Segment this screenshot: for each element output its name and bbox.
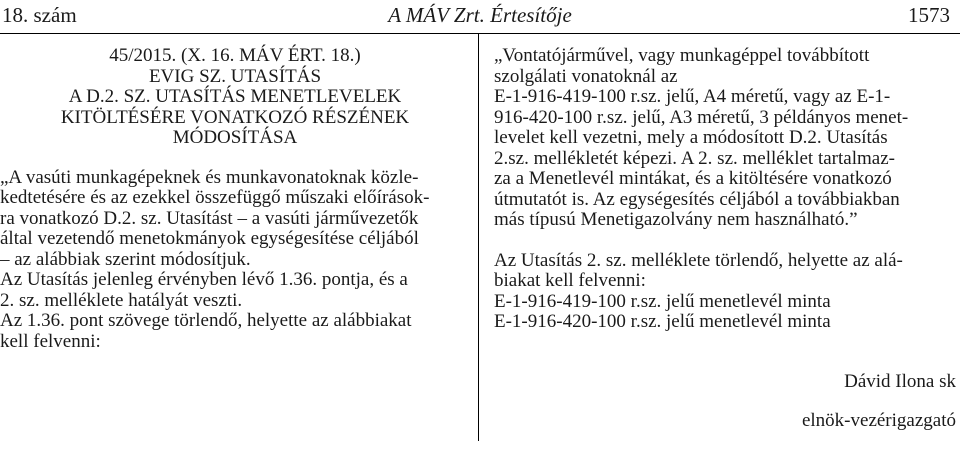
- quote-line: útmutatót is. Az egységesítés céljából a továbbiakban: [494, 188, 900, 210]
- title-line: KITÖLTÉSÉRE VONATKOZÓ RÉSZÉNEK: [60, 106, 410, 128]
- quote-line: 2.sz. mellékletét képezi. A 2. sz. melléklet tartalmaz-: [494, 147, 895, 169]
- paragraph-spacer: [494, 231, 956, 251]
- title-line: A D.2. SZ. UTASÍTÁS MENETLEVELEK: [68, 86, 402, 107]
- body-line: ra vonatkozó D.2. sz. Utasítást – a vasúti járművezetők: [0, 207, 419, 229]
- issue-number: 18. szám: [2, 3, 77, 27]
- body-line: E-1-916-420-100 r.sz. jelű menetlevél minta: [494, 311, 831, 332]
- paragraph-spacer: [494, 333, 956, 353]
- page-number: 1573: [908, 3, 950, 27]
- header-rule: [0, 33, 960, 34]
- body-line: Az 1.36. pont szövege törlendő, helyette az alábbiakat: [0, 310, 412, 331]
- body-line: E-1-916-419-100 r.sz. jelű menetlevél minta: [494, 290, 831, 312]
- body-line: Az Utasítás jelenleg érvényben lévő 1.36. pontja, és a: [0, 269, 408, 290]
- body-line: által vezetendő menetokmányok egységesítése céljából: [0, 228, 419, 249]
- quote-line: más típusú Menetigazolvány nem használható.”: [494, 209, 858, 230]
- signature-title: elnök-vezérigazgató: [801, 410, 956, 431]
- quote-line: za a Menetlevél mintákat, és a kitöltésére vonatkozó: [494, 168, 892, 189]
- signature-name: Dávid Ilona sk: [844, 370, 956, 392]
- publication-title: A MÁV Zrt. Értesítője: [388, 3, 572, 27]
- quote-line: „Vontatójárművel, vagy munkagéppel továbbított: [494, 45, 870, 66]
- body-line: kedtetésére és az ezekkel összefüggő műszaki előírások-: [0, 187, 430, 208]
- title-line: EVIG SZ. UTASÍTÁS: [148, 65, 322, 87]
- quote-line: levelet kell vezetni, mely a módosított D.2. Utasítás: [494, 127, 888, 148]
- body-line: – az alábbiak szerint módosítjuk.: [0, 248, 251, 270]
- body-line: Az Utasítás 2. sz. melléklete törlendő, helyette az alá-: [494, 249, 903, 271]
- left-column: [0, 46, 470, 352]
- body-line: „A vasúti munkagépeknek és munkavonatoknak közle-: [0, 166, 419, 188]
- body-line: kell felvenni:: [0, 330, 101, 352]
- body-line: 2. sz. melléklete hatályát veszti.: [0, 289, 243, 311]
- quote-line: szolgálati vonatoknál az: [494, 65, 678, 87]
- title-line: 45/2015. (X. 16. MÁV ÉRT. 18.): [109, 45, 361, 66]
- quote-line: 916-420-100 r.sz. jelű, A3 méretű, 3 példányos menet-: [494, 106, 909, 128]
- right-column: [494, 46, 956, 451]
- quote-line: E-1-916-419-100 r.sz. jelű, A4 méretű, vagy az E-1-: [494, 86, 891, 107]
- page-header: [0, 0, 960, 34]
- title-line: MÓDOSÍTÁSA: [172, 127, 298, 148]
- document-title: [0, 46, 470, 149]
- body-line: biakat kell felvenni:: [494, 270, 646, 291]
- column-divider: [478, 34, 479, 441]
